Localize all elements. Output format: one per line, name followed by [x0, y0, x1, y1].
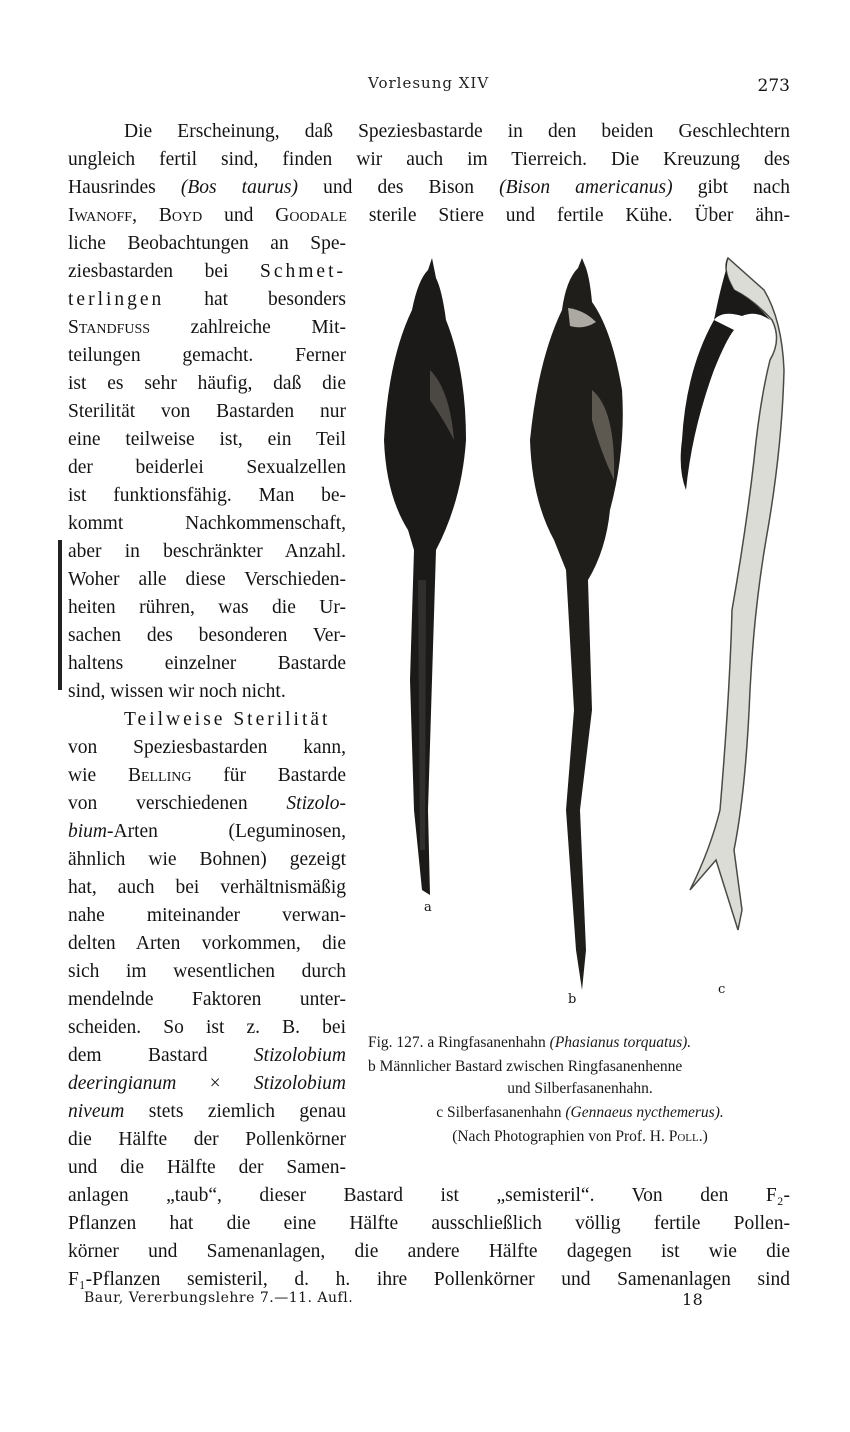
text-line: sachen des besonderen Ver-: [68, 625, 346, 646]
text-line: sind, wissen wir noch nicht.: [68, 681, 286, 702]
pheasant-a: [384, 258, 466, 895]
text-line: Iwanoff, Boyd und Goodale sterile Stiere und fertile Kühe. Über ähn-: [68, 205, 790, 226]
text-line: Pflanzen hat die eine Hälfte ausschließlich völlig fertile Pollen-: [68, 1213, 790, 1234]
figure-caption-line: c Silberfasanenhahn (Gennaeus nycthemerus).: [436, 1104, 724, 1121]
footer-book-title: Baur, Vererbungslehre 7.—11. Aufl.: [84, 1290, 354, 1306]
figure-caption-line: b Männlicher Bastard zwischen Ringfasanenhenne: [368, 1058, 683, 1075]
figure-label-b: b: [568, 992, 577, 1007]
text-line: scheiden. So ist z. B. bei: [68, 1017, 346, 1038]
text-line: aber in beschränkter Anzahl.: [68, 541, 346, 562]
text-line: Standfuss zahlreiche Mit-: [68, 317, 346, 338]
text-line: körner und Samenanlagen, die andere Hälfte dagegen ist wie die: [68, 1241, 790, 1262]
text-line: Teilweise Sterilität: [124, 709, 331, 730]
text-line: hat, auch bei verhältnismäßig: [68, 877, 346, 898]
pheasant-c: [681, 258, 784, 930]
figure-caption-line: und Silberfasanenhahn.: [507, 1080, 653, 1097]
text-line: anlagen „taub“, dieser Bastard ist „semisteril“. Von den F₂-: [68, 1185, 790, 1206]
text-line: niveum stets ziemlich genau: [68, 1101, 346, 1122]
text-line: F₁-Pflanzen semisteril, d. h. ihre Pollenkörner und Samenanlagen sind: [68, 1269, 790, 1290]
text-line: mendelnde Faktoren unter-: [68, 989, 346, 1010]
pheasant-figure: [370, 250, 790, 1010]
text-line: Hausrindes (Bos taurus) und des Bison (Bison americanus) gibt nach: [68, 177, 790, 198]
text-line: die Hälfte der Pollenkörner: [68, 1129, 346, 1150]
text-line: von Speziesbastarden kann,: [68, 737, 346, 758]
figure-caption-line: Fig. 127. a Ringfasanenhahn (Phasianus torquatus).: [368, 1034, 692, 1051]
text-line: bium-Arten (Leguminosen,: [68, 821, 346, 842]
text-line: ziesbastarden bei Schmet-: [68, 261, 346, 282]
text-line: heiten rühren, was die Ur-: [68, 597, 346, 618]
text-line: deeringianum × Stizolobium: [68, 1073, 346, 1094]
page-number: 273: [757, 76, 790, 96]
text-line: sich im wesentlichen durch: [68, 961, 346, 982]
text-line: Sterilität von Bastarden nur: [68, 401, 346, 422]
text-line: ist es sehr häufig, daß die: [68, 373, 346, 394]
text-line: dem Bastard Stizolobium: [68, 1045, 346, 1066]
text-line: terlingen hat besonders: [68, 289, 346, 310]
figure-caption-line: (Nach Photographien von Prof. H. Poll.): [452, 1128, 708, 1145]
text-line: teilungen gemacht. Ferner: [68, 345, 346, 366]
text-line: ist funktionsfähig. Man be-: [68, 485, 346, 506]
text-line: Woher alle diese Verschieden-: [68, 569, 346, 590]
text-line: Die Erscheinung, daß Speziesbastarde in den beiden Geschlechtern: [124, 121, 790, 142]
pheasant-b: [530, 258, 623, 990]
text-line: von verschiedenen Stizolo-: [68, 793, 346, 814]
margin-mark: [58, 540, 62, 690]
figure-label-a: a: [424, 900, 432, 915]
text-line: ähnlich wie Bohnen) gezeigt: [68, 849, 346, 870]
text-line: eine teilweise ist, ein Teil: [68, 429, 346, 450]
text-line: der beiderlei Sexualzellen: [68, 457, 346, 478]
sheet-signature: 18: [682, 1290, 704, 1309]
text-line: nahe miteinander verwan-: [68, 905, 346, 926]
figure-label-c: c: [718, 982, 726, 997]
text-line: delten Arten vorkommen, die: [68, 933, 346, 954]
running-title: Vorlesung XIV: [368, 74, 490, 92]
text-line: wie Belling für Bastarde: [68, 765, 346, 786]
text-line: liche Beobachtungen an Spe-: [68, 233, 346, 254]
text-line: haltens einzelner Bastarde: [68, 653, 346, 674]
text-line: ungleich fertil sind, finden wir auch im Tierreich. Die Kreuzung des: [68, 149, 790, 170]
text-line: und die Hälfte der Samen-: [68, 1157, 346, 1178]
text-line: kommt Nachkommenschaft,: [68, 513, 346, 534]
